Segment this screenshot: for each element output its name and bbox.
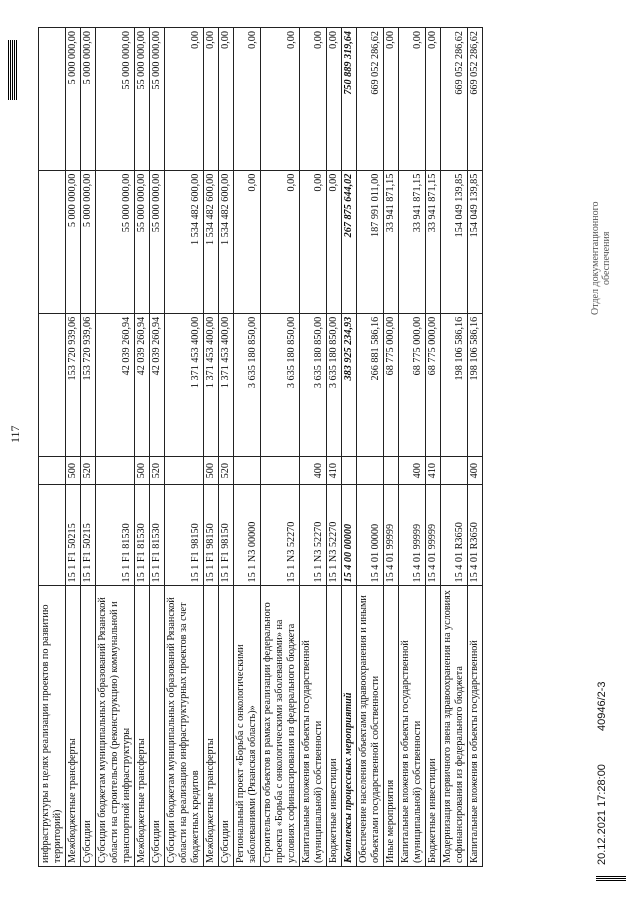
page-number: 117 — [8, 425, 22, 443]
row-value-2024-cell: 0,00 — [300, 28, 327, 171]
row-code-cell: 15 1 F1 98150 — [204, 485, 219, 586]
row-value-2023-cell: 33 941 871,15 — [399, 170, 426, 313]
row-value-2023-cell: 154 049 139,85 — [468, 170, 483, 313]
row-value-2022-cell: 153 720 939,06 — [81, 313, 96, 456]
row-value-2023-cell: 187 991 011,00 — [357, 170, 384, 313]
row-code-cell: 15 1 F1 98150 — [219, 485, 234, 586]
row-type-cell: 410 — [426, 456, 441, 485]
row-value-2024-cell: 55 000 000,00 — [135, 28, 150, 171]
department-stamp — [590, 202, 612, 315]
row-value-2023-cell: 0,00 — [261, 170, 300, 313]
row-name-cell: Бюджетные инвестиции — [426, 586, 441, 867]
row-value-2024-cell: 669 052 286,62 — [468, 28, 483, 171]
row-code-cell: 15 1 F1 50215 — [66, 485, 81, 586]
row-type-cell: 500 — [204, 456, 219, 485]
row-code-cell: 15 4 01 R3650 — [468, 485, 483, 586]
row-value-2022-cell: 1 371 453 400,00 — [165, 313, 204, 456]
row-value-2024-cell: 669 052 286,62 — [357, 28, 384, 171]
row-value-2024-cell: 5 000 000,00 — [81, 28, 96, 171]
row-name-cell: Межбюджетные трансферты — [204, 586, 219, 867]
row-type-cell: 400 — [399, 456, 426, 485]
row-value-2023-cell: 154 049 139,85 — [441, 170, 468, 313]
row-code-cell: 15 4 01 99999 — [384, 485, 399, 586]
row-type-cell — [384, 456, 399, 485]
row-name-cell: Модернизация первичного звена здравоохранения на условиях софинансирования из федерального бюджета — [441, 586, 468, 867]
row-value-2022-cell: 42 039 260,94 — [150, 313, 165, 456]
row-name-cell: Межбюджетные трансферты — [135, 586, 150, 867]
row-type-cell — [261, 456, 300, 485]
row-value-2024-cell: 0,00 — [234, 28, 261, 171]
row-name-cell: инфраструктуры в целях реализации проектов по развитию территорий) — [39, 586, 66, 867]
row-value-2023-cell: 55 000 000,00 — [135, 170, 150, 313]
row-value-2022-cell: 266 881 586,16 — [357, 313, 384, 456]
row-value-2023-cell: 55 000 000,00 — [96, 170, 135, 313]
row-value-2022-cell: 3 635 180 850,00 — [327, 313, 342, 456]
table-row — [300, 28, 327, 867]
row-value-2022-cell: 68 775 000,00 — [384, 313, 399, 456]
row-value-2022-cell: 42 039 260,94 — [135, 313, 150, 456]
footer — [596, 651, 608, 865]
row-value-2023-cell — [39, 170, 66, 313]
row-value-2022-cell: 3 635 180 850,00 — [261, 313, 300, 456]
table-row — [342, 28, 357, 867]
table-row — [441, 28, 468, 867]
row-value-2023-cell: 33 941 871,15 — [426, 170, 441, 313]
table-row — [426, 28, 441, 867]
row-value-2023-cell: 33 941 871,15 — [384, 170, 399, 313]
row-value-2022-cell: 3 635 180 850,00 — [234, 313, 261, 456]
row-name-cell: Капитальные вложения в объекты государственной (муниципальной) собственности — [300, 586, 327, 867]
row-value-2023-cell: 0,00 — [327, 170, 342, 313]
row-name-cell: Межбюджетные трансферты — [66, 586, 81, 867]
row-code-cell: 15 1 N3 52270 — [261, 485, 300, 586]
table-row — [204, 28, 219, 867]
row-type-cell: 520 — [150, 456, 165, 485]
row-value-2022-cell: 68 775 000,00 — [399, 313, 426, 456]
row-value-2024-cell: 0,00 — [426, 28, 441, 171]
table-row — [165, 28, 204, 867]
row-value-2022-cell: 1 371 453 400,00 — [204, 313, 219, 456]
row-name-cell: Субсидии бюджетам муниципальных образований Рязанской области на строительство (реконструкцию) коммунальной и транспортной инфраструктуры — [96, 586, 135, 867]
row-code-cell: 15 4 01 99999 — [426, 485, 441, 586]
row-value-2023-cell: 0,00 — [234, 170, 261, 313]
row-code-cell: 15 4 01 R3650 — [441, 485, 468, 586]
row-code-cell: 15 4 00 00000 — [342, 485, 357, 586]
row-name-cell: Капитальные вложения в объекты государственной (муниципальной) собственности — [399, 586, 426, 867]
row-name-cell: Строительство объектов в рамках реализации федерального проекта «Борьба с онкологическими заболеваниями» на условиях софинансирования из федерального бюджета — [261, 586, 300, 867]
row-code-cell: 15 4 01 99999 — [399, 485, 426, 586]
row-type-cell: 500 — [66, 456, 81, 485]
table-row — [468, 28, 483, 867]
row-type-cell: 520 — [81, 456, 96, 485]
row-value-2023-cell: 1 534 482 600,00 — [165, 170, 204, 313]
table-row — [39, 28, 66, 867]
row-value-2022-cell: 42 039 260,94 — [96, 313, 135, 456]
stamp-line-1: Отдел документационного — [590, 201, 601, 315]
row-code-cell — [39, 485, 66, 586]
row-code-cell: 15 1 F1 81530 — [96, 485, 135, 586]
row-name-cell: Субсидии бюджетам муниципальных образований Рязанской области на реализацию инфраструктурных проектов за счет бюджетных кредитов — [165, 586, 204, 867]
row-value-2024-cell: 0,00 — [261, 28, 300, 171]
row-code-cell: 15 1 F1 81530 — [135, 485, 150, 586]
row-type-cell — [165, 456, 204, 485]
row-code-cell: 15 4 01 00000 — [357, 485, 384, 586]
row-value-2024-cell: 0,00 — [384, 28, 399, 171]
row-type-cell — [39, 456, 66, 485]
table-row — [219, 28, 234, 867]
row-name-cell: Комплексы процессных мероприятий — [342, 586, 357, 867]
table-row — [327, 28, 342, 867]
row-type-cell — [342, 456, 357, 485]
barcode-icon — [596, 875, 626, 881]
row-value-2023-cell: 1 534 482 600,00 — [204, 170, 219, 313]
footer-doc-id: 40946/2-3 — [596, 681, 608, 731]
row-name-cell: Субсидии — [150, 586, 165, 867]
row-value-2022-cell: 198 106 586,16 — [468, 313, 483, 456]
row-code-cell: 15 1 N3 00000 — [234, 485, 261, 586]
budget-table — [38, 27, 483, 867]
row-type-cell: 520 — [219, 456, 234, 485]
row-value-2023-cell: 1 534 482 600,00 — [219, 170, 234, 313]
row-value-2022-cell — [39, 313, 66, 456]
footer-datetime: 20.12.2021 17:28:00 — [596, 764, 608, 865]
row-value-2024-cell: 0,00 — [219, 28, 234, 171]
table-row — [96, 28, 135, 867]
row-name-cell: Иные мероприятия — [384, 586, 399, 867]
row-name-cell: Обеспечение населения объектами здравоохранения и иными объектами государственной собственности — [357, 586, 384, 867]
table-row — [384, 28, 399, 867]
budget-table-body — [39, 28, 483, 867]
row-name-cell: Капитальные вложения в объекты государственной — [468, 586, 483, 867]
table-row — [261, 28, 300, 867]
table-row — [150, 28, 165, 867]
table-row — [81, 28, 96, 867]
row-code-cell: 15 1 F1 98150 — [165, 485, 204, 586]
row-type-cell: 400 — [300, 456, 327, 485]
row-value-2023-cell: 0,00 — [300, 170, 327, 313]
row-value-2023-cell: 55 000 000,00 — [150, 170, 165, 313]
row-code-cell: 15 1 F1 81530 — [150, 485, 165, 586]
row-value-2022-cell: 198 106 586,16 — [441, 313, 468, 456]
row-value-2024-cell: 0,00 — [204, 28, 219, 171]
row-value-2024-cell: 55 000 000,00 — [96, 28, 135, 171]
stamp-line-2: обеспечения — [601, 231, 612, 285]
row-value-2024-cell: 750 889 319,64 — [342, 28, 357, 171]
row-value-2024-cell: 55 000 000,00 — [150, 28, 165, 171]
row-value-2022-cell: 1 371 453 400,00 — [219, 313, 234, 456]
row-code-cell: 15 1 F1 50215 — [81, 485, 96, 586]
table-row — [135, 28, 150, 867]
row-type-cell — [357, 456, 384, 485]
row-value-2024-cell — [39, 28, 66, 171]
row-value-2022-cell: 153 720 939,06 — [66, 313, 81, 456]
row-code-cell: 15 1 N3 52270 — [300, 485, 327, 586]
row-value-2023-cell: 5 000 000,00 — [66, 170, 81, 313]
row-type-cell: 400 — [468, 456, 483, 485]
row-value-2022-cell: 383 925 234,93 — [342, 313, 357, 456]
table-row — [399, 28, 426, 867]
row-value-2024-cell: 0,00 — [399, 28, 426, 171]
row-name-cell: Субсидии — [219, 586, 234, 867]
row-value-2024-cell: 0,00 — [165, 28, 204, 171]
row-type-cell — [96, 456, 135, 485]
row-value-2024-cell: 669 052 286,62 — [441, 28, 468, 171]
row-type-cell — [234, 456, 261, 485]
row-name-cell: Бюджетные инвестиции — [327, 586, 342, 867]
table-row — [357, 28, 384, 867]
row-value-2022-cell: 68 775 000,00 — [426, 313, 441, 456]
row-value-2024-cell: 5 000 000,00 — [66, 28, 81, 171]
row-value-2023-cell: 267 875 644,02 — [342, 170, 357, 313]
table-row — [234, 28, 261, 867]
row-type-cell: 410 — [327, 456, 342, 485]
row-name-cell: Региональный проект «Борьба с онкологическими заболеваниями (Рязанская область)» — [234, 586, 261, 867]
row-value-2022-cell: 3 635 180 850,00 — [300, 313, 327, 456]
row-code-cell: 15 1 N3 52270 — [327, 485, 342, 586]
row-value-2023-cell: 5 000 000,00 — [81, 170, 96, 313]
table-row — [66, 28, 81, 867]
row-value-2024-cell: 0,00 — [327, 28, 342, 171]
row-type-cell — [441, 456, 468, 485]
row-name-cell: Субсидии — [81, 586, 96, 867]
row-type-cell: 500 — [135, 456, 150, 485]
